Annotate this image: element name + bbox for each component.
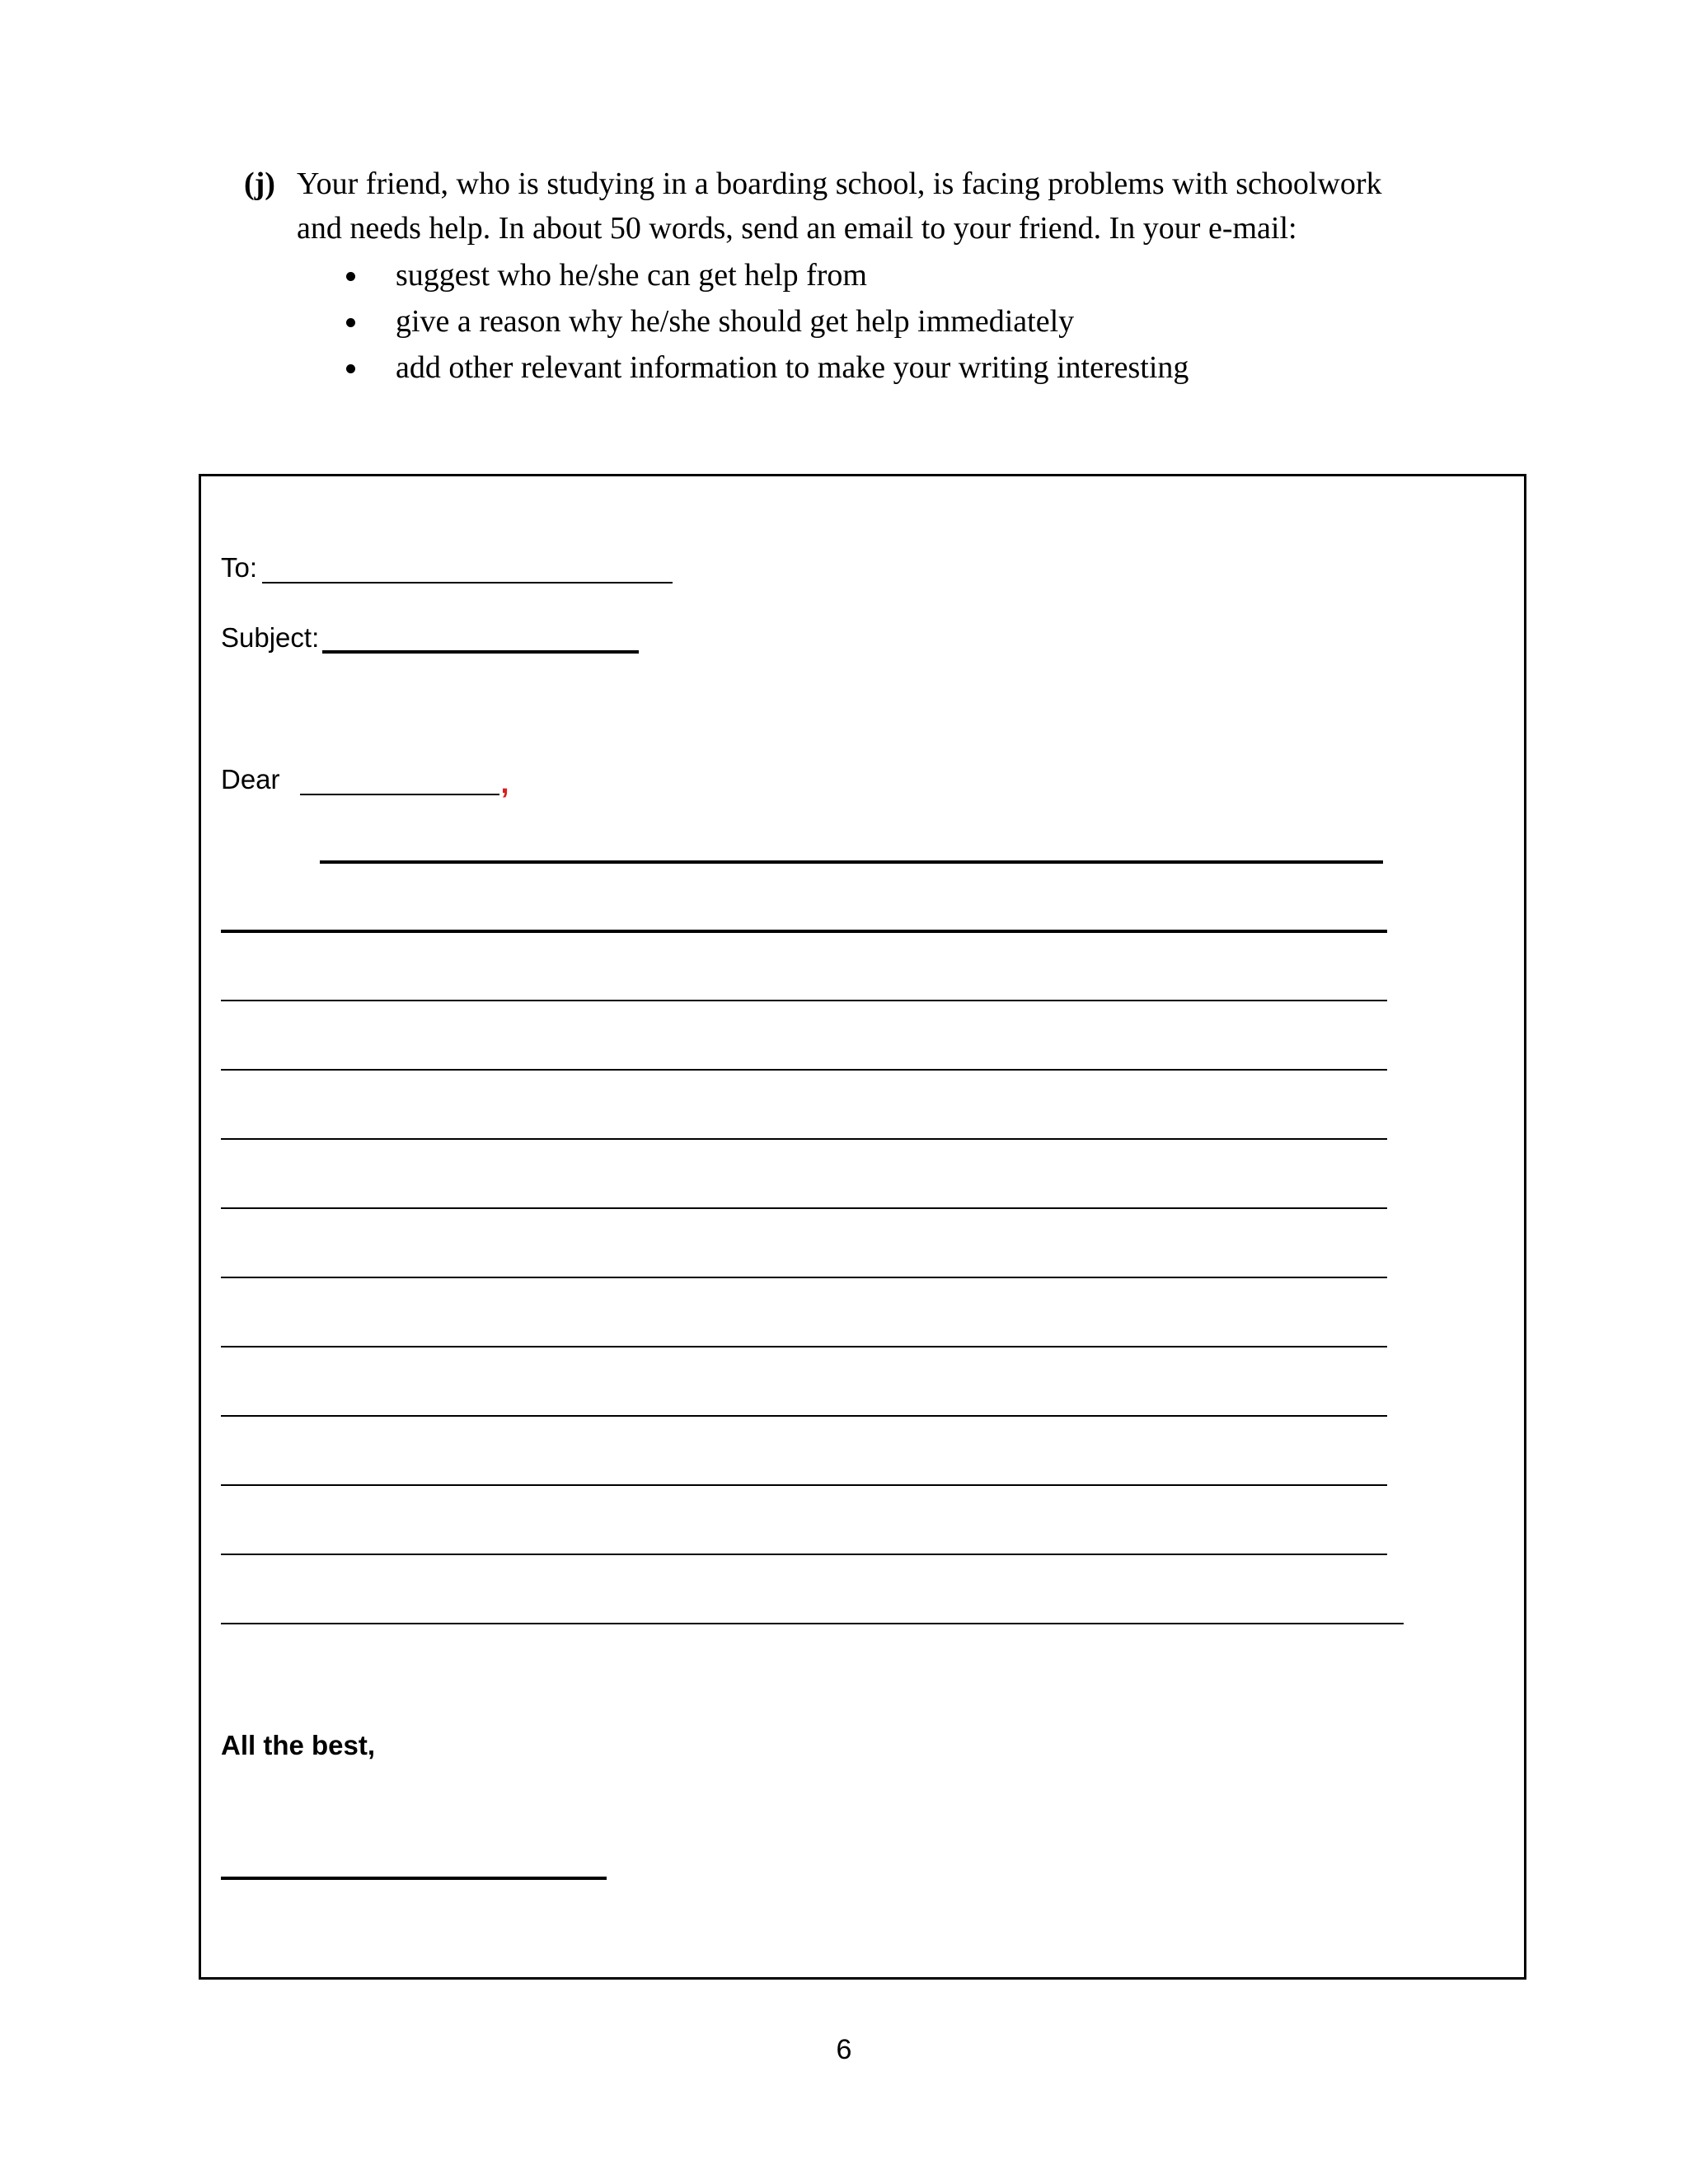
signature-blank[interactable]: [221, 1877, 607, 1880]
bullet-icon: [346, 318, 355, 327]
subject-label: Subject:: [221, 622, 320, 653]
answer-line[interactable]: [221, 1346, 1387, 1347]
closing-text: All the best,: [221, 1730, 376, 1760]
salutation-row: [221, 761, 509, 799]
to-blank[interactable]: [262, 557, 673, 583]
answer-line[interactable]: [221, 1484, 1387, 1486]
answer-line[interactable]: [221, 1277, 1387, 1278]
to-label: To:: [221, 552, 258, 583]
instruction-list: [244, 252, 1464, 391]
instruction-text: suggest who he/she can get help from: [396, 258, 867, 293]
instruction-text: give a reason why he/she should get help immediately: [396, 304, 1075, 339]
to-field-row: [221, 552, 673, 583]
answer-line[interactable]: [221, 1069, 1387, 1071]
answer-line[interactable]: [221, 1415, 1387, 1417]
salutation-comma: ,: [500, 766, 509, 799]
question-label: (j): [244, 166, 275, 201]
subject-field-row: [221, 622, 639, 654]
answer-line[interactable]: [221, 1138, 1387, 1140]
instruction-text: add other relevant information to make your writing interesting: [396, 350, 1189, 385]
answer-line[interactable]: [221, 1000, 1387, 1001]
salutation-label: Dear: [221, 764, 280, 794]
question-text-line-1: Your friend, who is studying in a boarding school, is facing problems with schoolwork: [297, 166, 1382, 201]
bullet-icon: [346, 272, 355, 281]
question-prompt-continued: [244, 206, 1464, 251]
salutation-blank[interactable]: [300, 769, 499, 795]
instruction-item: [244, 298, 1464, 344]
question-block: [244, 162, 1464, 391]
email-answer-box: [199, 474, 1526, 1980]
question-prompt: [244, 162, 1464, 206]
answer-line[interactable]: [221, 930, 1387, 933]
page-number: 6: [836, 2034, 852, 2065]
question-text-line-2: and needs help. In about 50 words, send an email to your friend. In your e-mail:: [297, 211, 1297, 246]
answer-line[interactable]: [221, 1554, 1387, 1555]
answer-line[interactable]: [320, 860, 1383, 864]
instruction-item: [244, 344, 1464, 391]
answer-line[interactable]: [221, 1207, 1387, 1209]
subject-blank[interactable]: [322, 626, 639, 654]
instruction-item: [244, 252, 1464, 298]
bullet-icon: [346, 364, 355, 373]
answer-line[interactable]: [221, 1623, 1404, 1624]
